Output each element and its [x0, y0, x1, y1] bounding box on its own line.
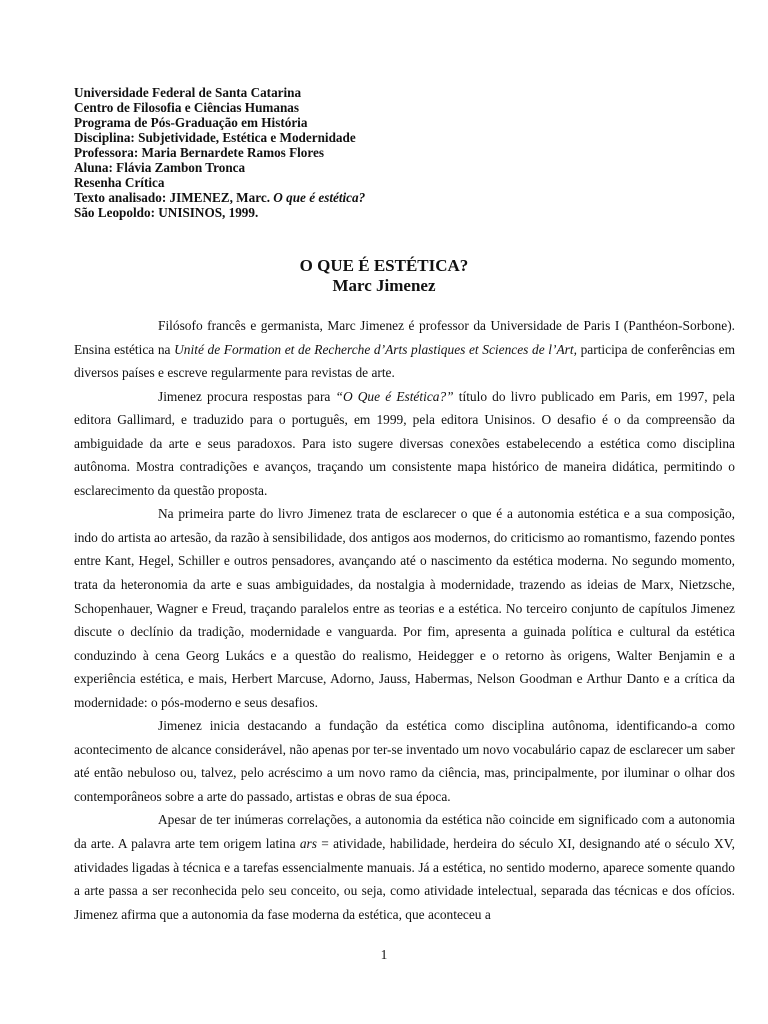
paragraph: Jimenez inicia destacando a fundação da estética como disciplina autônoma, identificando-a como acontecimento de alcance considerável, não apenas por ter-se inventado um novo vocabulário capaz de esclarecer um saber até então nebuloso ou, talvez, pelo acréscimo a um novo ramo da ciência, mas, principalmente, por iluminar o olhar dos contemporâneos sobre a arte do passado, artistas e obras de sua época. — [74, 718, 735, 804]
paragraph-text: Filósofo francês e germanista, Marc Jimenez é professor da Universidade de Paris I (Panthéon-Sorbone). Ensina estética na — [74, 318, 735, 357]
paragraph: Na primeira parte do livro Jimenez trata de esclarecer o que é a autonomia estética e a sua composição, indo do artista ao artesão, da razão à sensibilidade, dos antigos aos modernos, do criticismo ao romantismo, fazendo pontes entre Kant, Hegel, Schiller e outros pensadores, avançando até o nascimento da estética moderna. No segundo momento, trata da heteronomia da arte e suas ambiguidades, da nostalgia à modernidade, trazendo as ideias de Marx, Nietzsche, Schopenhauer, Wagner e Freud, traçando paralelos entre as teorias e a estética. No terceiro conjunto de capítulos Jimenez discute o declínio da tradição, modernidade e vanguarda. Por fim, apresenta a guinada política e cultural da estética conduzindo à cena Georg Lukács e a questão do realismo, Heidegger e o retorno às origens, Walter Benjamin e a experiência estética, e mais, Herbert Marcuse, Adorno, Jauss, Habermas, Nelson Goodman e Arthur Danto e a crítica da modernidade: o pós-moderno e seus desafios. — [74, 506, 735, 710]
paragraph — [74, 385, 735, 503]
document-body — [74, 314, 735, 926]
title-block — [0, 256, 768, 296]
paragraph-italic: ars — [299, 836, 317, 852]
paragraph-text: título do livro publicado em Paris, em 1997, pela editora Gallimard, e traduzido para o português, em 1999, pela editora Unisinos. O desafio é o da compreensão da ambiguidade da arte e seus paradoxos. Para isto sugere diversas conexões estabelecendo a estética como disciplina autônoma. Mostra contradições e avanços, traçando um consistente mapa histórico de maneira didática, permitindo o esclarecimento da questão proposta. — [74, 388, 735, 498]
header-student: Aluna: Flávia Zambon Tronca — [74, 160, 246, 175]
paragraph-italic: “O Que é Estética?” — [335, 388, 454, 404]
header-discipline: Disciplina: Subjetividade, Estética e Modernidade — [74, 130, 356, 145]
header-program: Programa de Pós-Graduação em História — [74, 115, 308, 130]
paragraph-text: Apesar de ter inúmeras correlações, a autonomia da estética não coincide em significado com a autonomia da arte. A palavra arte tem origem latina — [74, 812, 735, 852]
document-header — [74, 85, 714, 220]
header-professor: Professora: Maria Bernardete Ramos Flores — [74, 145, 325, 160]
analyzed-text-prefix: Texto analisado: JIMENEZ, Marc. — [74, 190, 274, 205]
paragraph-text: = atividade, habilidade, herdeira do século XI, designando até o século XV, atividades ligadas à técnica e a tarefas essencialmente manuais. Já a estética, no sentido moderno, aparece somente quando a arte passa a ser reconhecida pelo seu conceito, ou seja, como atividade intelectual, separada das técnicas e dos ofícios. Jimenez afirma que a autonomia da fase moderna da estética, que aconteceu a — [74, 836, 735, 922]
header-analyzed-text — [74, 190, 714, 205]
paragraph-text: participa de conferências em diversos países e escreve regularmente para revistas de arte. — [74, 341, 735, 381]
paragraph-italic: Unité de Formation et de Recherche d’Arts plastiques et Sciences de l’Art, — [174, 341, 577, 357]
header-doc-type: Resenha Crítica — [74, 175, 165, 190]
analyzed-text-title: O que é estética? — [273, 190, 366, 205]
header-center: Centro de Filosofia e Ciências Humanas — [74, 100, 300, 115]
document-author: Marc Jimenez — [332, 276, 436, 295]
page-number: 1 — [380, 947, 388, 962]
paragraph — [74, 314, 735, 385]
header-university: Universidade Federal de Santa Catarina — [74, 85, 302, 100]
document-title: O QUE É ESTÉTICA? — [299, 256, 469, 275]
header-publication: São Leopoldo: UNISINOS, 1999. — [74, 205, 259, 220]
paragraph — [74, 808, 735, 926]
paragraph-text: Jimenez procura respostas para — [158, 388, 336, 404]
